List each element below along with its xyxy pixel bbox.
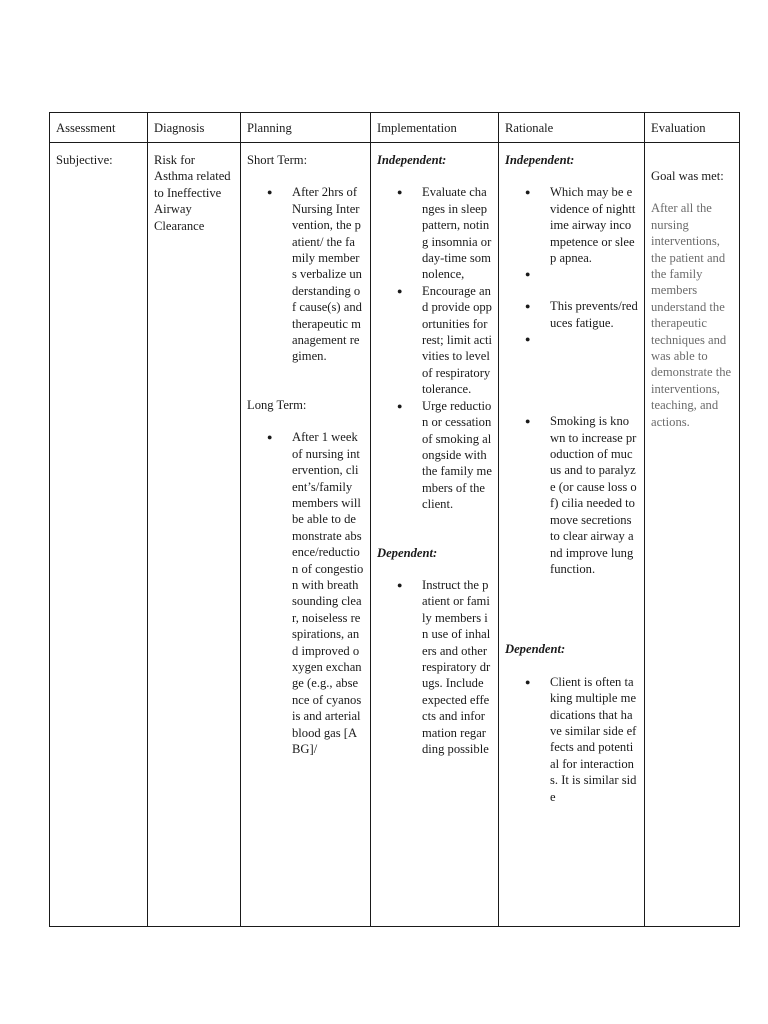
header-rationale: Rationale (499, 113, 645, 143)
spacer (247, 365, 364, 397)
evaluation-text: After all the nursing interventions, the patient and the family members understand the therapeutic techniques and was able to demonstrate the interventions, teaching, and actions. (651, 201, 732, 429)
nursing-care-plan-table (49, 112, 740, 927)
short-term-goal: ● After 2hrs of Nursing Intervention, the patient/ the family members verbalize understanding of cause(s) and therapeutic management regimen. (247, 184, 364, 364)
rationale-dependent-label: Dependent: (505, 642, 566, 657)
implementation-dependent-list (377, 577, 492, 757)
header-row (50, 113, 740, 143)
assessment-subjective-label: Subjective: (56, 153, 113, 167)
evaluation-status: Goal was met: (651, 169, 724, 183)
list-item: ● Instruct the patient or family members in use of inhalers and other respiratory drugs. Include expected effects and information regarding possible (377, 577, 492, 757)
spacer (505, 331, 638, 413)
spacer (377, 513, 492, 545)
rationale-independent-list (505, 184, 638, 577)
header-diagnosis: Diagnosis (148, 113, 241, 143)
spacer (247, 168, 364, 184)
spacer (247, 413, 364, 429)
long-term-list (247, 429, 364, 757)
spacer (651, 152, 733, 168)
table-row (50, 143, 740, 927)
header-evaluation: Evaluation (645, 113, 740, 143)
short-term-list (247, 184, 364, 364)
list-item: ● Encourage and provide opportunities for rest; limit activities to level of respiratory tolerance. (377, 283, 492, 398)
spacer (505, 658, 638, 674)
implementation-independent-list (377, 184, 492, 512)
rationale-dependent-list (505, 674, 638, 805)
table-header (50, 113, 740, 143)
long-term-label: Long Term: (247, 397, 307, 412)
list-item: ● Client is often taking multiple medications that have similar side effects and potential for interactions. It is similar side (505, 674, 638, 805)
diagnosis-cell (148, 143, 241, 927)
implementation-independent-label: Independent: (377, 153, 447, 167)
short-term-label: Short Term: (247, 153, 308, 167)
list-item: ● Evaluate changes in sleep pattern, noting insomnia or day-time somnolence, (377, 184, 492, 282)
spacer (505, 168, 638, 184)
table-body (50, 143, 740, 927)
list-item: ● Which may be evidence of nighttime airway incompetence or sleep apnea. (505, 184, 638, 266)
list-item: ● Urge reduction or cessation of smoking alongside with the family members of the client. (377, 398, 492, 513)
spacer (377, 561, 492, 577)
list-item: ● This prevents/reduces fatigue. (505, 298, 638, 331)
implementation-dependent-label: Dependent: (377, 545, 438, 560)
spacer (505, 266, 638, 298)
spacer (377, 168, 492, 184)
header-implementation: Implementation (371, 113, 499, 143)
assessment-cell (50, 143, 148, 927)
evaluation-cell (645, 143, 740, 927)
implementation-cell (371, 143, 499, 927)
planning-cell (241, 143, 371, 927)
spacer (505, 577, 638, 641)
rationale-cell (499, 143, 645, 927)
header-assessment: Assessment (50, 113, 148, 143)
long-term-goal: ● After 1 week of nursing intervention, client’s/family members will be able to demonstrate absence/reduction of congestion with breath sounding clear, noiseless respirations, and improved oxygen exchange (e.g., absence of cyanosis and arterial blood gas [ABG]/ (247, 429, 364, 757)
diagnosis-text: Risk for Asthma related to Ineffective Airway Clearance (154, 153, 231, 233)
spacer (651, 184, 733, 200)
header-planning: Planning (241, 113, 371, 143)
list-item: ● Smoking is known to increase production of mucus and to paralyze (or cause loss of) cilia needed to move secretions to clear airway and improve lung function. (505, 413, 638, 577)
rationale-independent-label: Independent: (505, 153, 575, 167)
